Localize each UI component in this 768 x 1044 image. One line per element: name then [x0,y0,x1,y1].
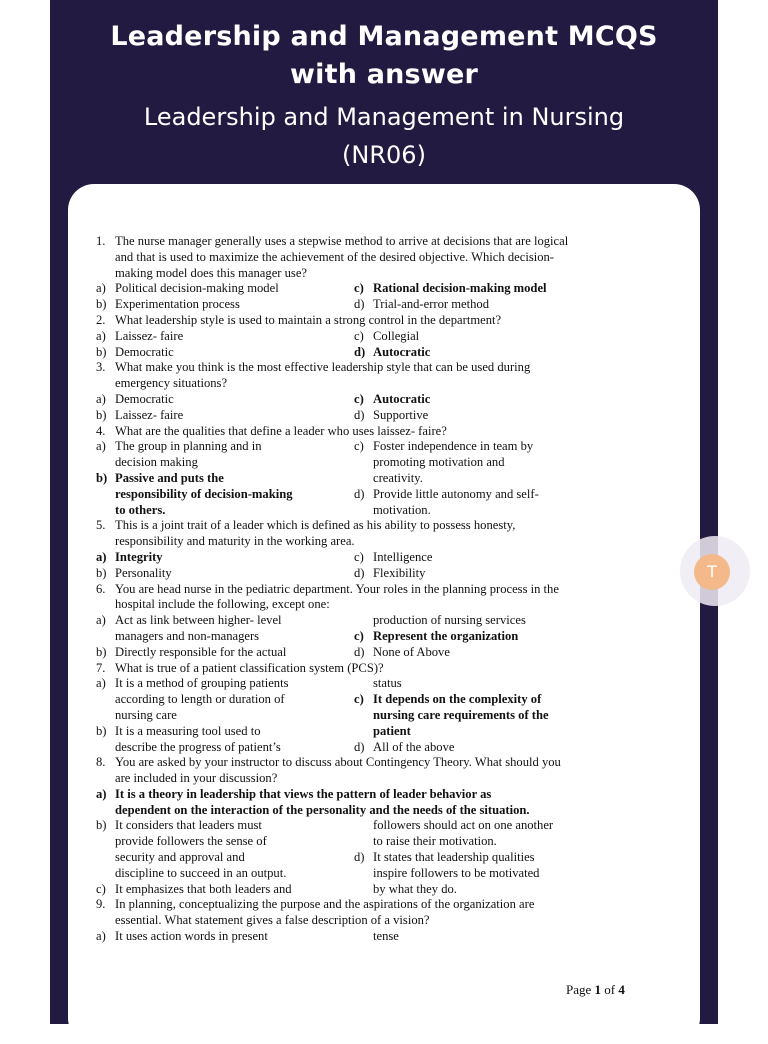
option-d: d) Supportive [354,407,429,422]
document-title: Leadership and Management MCQS with answer [110,21,658,90]
translate-icon: T [694,554,730,590]
option-a: a) It uses action words in present [96,929,268,944]
option-c: c) Collegial [354,328,420,343]
options-row [96,297,626,313]
option-b: b) Laissez- faire [96,407,184,422]
option-c-block: production of nursing services c) Represent the organization [354,613,526,643]
option-b: b) It is a measuring tool used to describe the progress of patient’s [96,723,281,754]
option-a-correct: a) Integrity [96,549,163,564]
page-number: Page 1 of 4 [566,982,625,997]
options-row [96,281,626,297]
option-c-block: status c) It depends on the complexity of nursing care requirements of the patient [354,676,549,738]
option-c: c) Intelligence [354,549,433,564]
option-b: b) Directly responsible for the actual [96,644,287,659]
options-row [96,408,626,424]
option-b-correct: b) Passive and puts the responsibility of decision-making to others. [96,470,293,517]
right-margin [718,0,768,1024]
question-1: 1. The nurse manager generally uses a stepwise method to arrive at decisions that are logical and that is used to maximize the achievement of the desired objective. Which decision- making model does this manager use? [96,234,569,280]
option-a: a) Laissez- faire [96,328,184,343]
option-d: d) None of Above [354,644,450,659]
option-b: b) Personality [96,565,172,580]
option-a: a) The group in planning and in decision making [96,439,262,470]
option-a: a) Act as link between higher- level managers and non-managers [96,613,282,643]
question-7: 7. What is true of a patient classification system (PCS)? [96,660,384,675]
options-row [96,724,626,756]
options-row [96,329,626,345]
option-a-correct: a) It is a theory in leadership that views the pattern of leader behavior as dependent on the interaction of the personality and the needs of the situation. [96,786,530,817]
option-a: a) It is a method of grouping patients according to length or duration of nursing care [96,676,289,722]
question-8: 8. You are asked by your instructor to discuss about Contingency Theory. What should you are included in your discussion? [96,755,561,786]
left-margin [0,0,50,1024]
options-row [96,392,626,408]
options-row [96,929,626,945]
option-c-correct: c) Autocratic [354,391,431,406]
floating-action-button[interactable] [680,536,750,606]
option-b: b) Democratic [96,344,174,359]
option-d-block: followers should act on one another to raise their motivation. d) It states that leadership qualities inspire followers to be motivated by what they do. [354,818,554,896]
options-row [96,550,626,566]
question-5: 5. This is a joint trait of a leader which is defined as his ability to possess honesty, responsibility and maturity in the working area. [96,518,516,549]
options-row [96,566,626,582]
question-3: 3. What make you think is the most effective leadership style that can be used during emergency situations? [96,360,531,391]
question-4: 4. What are the qualities that define a leader who uses laissez- faire? [96,423,447,438]
option-c: c) Foster independence in team by promoting motivation and creativity. [354,439,534,485]
question-9: 9. In planning, conceptualizing the purpose and the aspirations of the organization are essential. What statement gives a false description of a vision? [96,897,535,928]
option-c-continuation: tense [373,929,399,944]
option-d: d) Flexibility [354,565,426,580]
question-list [96,234,626,945]
document-header [50,18,718,174]
option-b: b) Experimentation process [96,297,240,312]
option-c-correct: c) Rational decision-making model [354,281,547,296]
option-d: d) Trial-and-error method [354,297,489,312]
options-row [96,645,626,661]
option-d-correct: d) Autocratic [354,344,431,359]
document-subtitle: Leadership and Management in Nursing (NR06) [143,103,625,169]
question-6: 6. You are head nurse in the pediatric department. Your roles in the planning process in the hospital include the following, except one: [96,581,559,612]
option-d: d) Provide little autonomy and self- motivation. [354,486,539,517]
options-row [96,345,626,361]
option-a: a) Democratic [96,391,174,406]
options-row [96,471,626,518]
option-c: c) It emphasizes that both leaders and [96,881,292,896]
options-row [96,613,626,645]
question-2: 2. What leadership style is used to maintain a strong control in the department? [96,312,502,327]
option-d: d) All of the above [354,739,455,754]
option-a: a) Political decision-making model [96,281,279,296]
option-b: b) It considers that leaders must provide followers the sense of security and approval and discipline to succeed in an output. [96,818,287,880]
